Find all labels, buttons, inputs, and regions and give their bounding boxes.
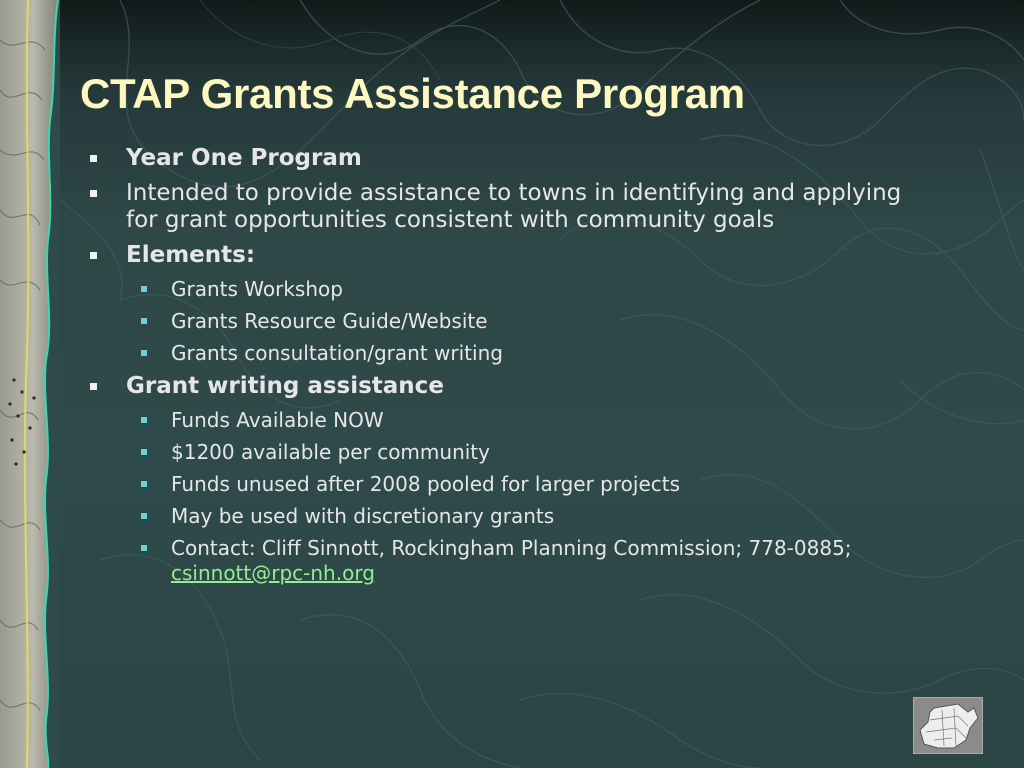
sub-bullet-text: Funds unused after 2008 pooled for larger projects (171, 472, 681, 496)
square-bullet-icon (141, 513, 147, 519)
sub-bullet-item (90, 440, 920, 465)
square-bullet-icon (141, 350, 147, 356)
contact-bullet-item (90, 536, 920, 586)
square-bullet-icon (141, 417, 147, 423)
square-bullet-icon (141, 318, 147, 324)
square-bullet-icon (90, 252, 97, 259)
sub-bullet-item (90, 309, 920, 334)
bullet-text: Elements: (126, 242, 256, 268)
bullet-item (90, 180, 920, 234)
sub-bullet-item (90, 408, 920, 433)
new-england-map-icon (913, 697, 983, 754)
sub-bullet-text: Grants Workshop (171, 277, 343, 301)
contact-text: Contact: Cliff Sinnott, Rockingham Planning Commission; 778-0885; (171, 536, 852, 560)
bullet-text: Year One Program (126, 145, 362, 171)
sub-bullet-item (90, 341, 920, 366)
sub-bullet-text: Grants Resource Guide/Website (171, 309, 488, 333)
square-bullet-icon (90, 190, 97, 197)
bullet-item (90, 373, 920, 400)
slide-title: CTAP Grants Assistance Program (80, 70, 745, 117)
topographic-map-strip (0, 0, 60, 768)
square-bullet-icon (141, 286, 147, 292)
sub-bullet-text: Funds Available NOW (171, 408, 384, 432)
bullet-text: Intended to provide assistance to towns in identifying and applying for grant opportunities consistent with community goals (126, 180, 902, 233)
square-bullet-icon (141, 481, 147, 487)
square-bullet-icon (141, 449, 147, 455)
contact-email-link[interactable]: csinnott@rpc-nh.org (171, 561, 375, 585)
sub-bullet-text: May be used with discretionary grants (171, 504, 555, 528)
bullet-item (90, 242, 920, 269)
square-bullet-icon (90, 383, 97, 390)
square-bullet-icon (141, 545, 147, 551)
sub-bullet-text: $1200 available per community (171, 440, 490, 464)
square-bullet-icon (90, 155, 97, 162)
bullet-item (90, 145, 920, 172)
sub-bullet-item (90, 504, 920, 529)
sub-bullet-item (90, 277, 920, 302)
bullet-text: Grant writing assistance (126, 373, 444, 399)
bullet-list (90, 138, 920, 592)
sub-bullet-item (90, 472, 920, 497)
sub-bullet-text: Grants consultation/grant writing (171, 341, 503, 365)
